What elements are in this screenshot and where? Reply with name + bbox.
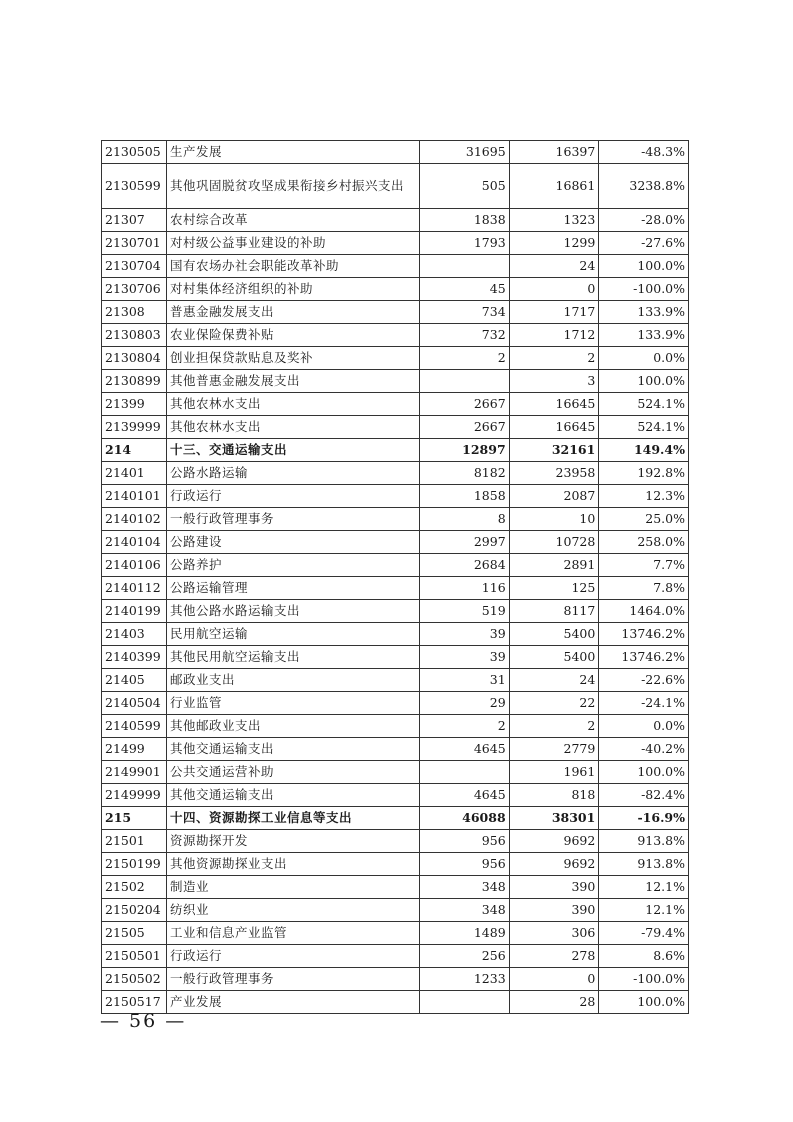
cell-prev-value: 256 [420,945,510,968]
cell-change-pct: 1464.0% [599,600,689,623]
cell-curr-value: 24 [509,669,599,692]
cell-name: 一般行政管理事务 [167,508,420,531]
cell-code: 2130804 [102,347,167,370]
cell-change-pct: 13746.2% [599,646,689,669]
cell-change-pct: -79.4% [599,922,689,945]
cell-change-pct: 100.0% [599,255,689,278]
cell-code: 21399 [102,393,167,416]
cell-prev-value: 116 [420,577,510,600]
cell-curr-value: 1299 [509,232,599,255]
cell-curr-value: 0 [509,278,599,301]
cell-code: 21403 [102,623,167,646]
cell-name: 其他农林水支出 [167,416,420,439]
cell-prev-value: 12897 [420,439,510,462]
table-row [102,853,689,876]
cell-prev-value: 1793 [420,232,510,255]
table-row [102,164,689,209]
cell-curr-value: 5400 [509,646,599,669]
cell-code: 2130706 [102,278,167,301]
table-row [102,370,689,393]
cell-code: 2140504 [102,692,167,715]
cell-change-pct: 133.9% [599,301,689,324]
cell-name: 十三、交通运输支出 [167,439,420,462]
cell-name: 其他交通运输支出 [167,738,420,761]
cell-change-pct: -100.0% [599,278,689,301]
cell-name: 其他邮政业支出 [167,715,420,738]
cell-prev-value: 31 [420,669,510,692]
cell-code: 2150502 [102,968,167,991]
cell-prev-value: 4645 [420,738,510,761]
table-row [102,416,689,439]
cell-change-pct: 12.1% [599,899,689,922]
cell-change-pct: -82.4% [599,784,689,807]
cell-prev-value: 8182 [420,462,510,485]
cell-change-pct: 12.3% [599,485,689,508]
table-row [102,669,689,692]
cell-change-pct: -16.9% [599,807,689,830]
cell-curr-value: 1717 [509,301,599,324]
cell-code: 2140101 [102,485,167,508]
table-row [102,141,689,164]
cell-change-pct: 100.0% [599,761,689,784]
cell-change-pct: -100.0% [599,968,689,991]
cell-code: 2130505 [102,141,167,164]
cell-prev-value: 956 [420,853,510,876]
cell-code: 2140199 [102,600,167,623]
cell-change-pct: -48.3% [599,141,689,164]
cell-prev-value: 1233 [420,968,510,991]
cell-curr-value: 390 [509,876,599,899]
cell-name: 工业和信息产业监管 [167,922,420,945]
cell-name: 公路运输管理 [167,577,420,600]
cell-name: 民用航空运输 [167,623,420,646]
cell-curr-value: 23958 [509,462,599,485]
cell-name: 其他公路水路运输支出 [167,600,420,623]
cell-prev-value: 8 [420,508,510,531]
table-row [102,324,689,347]
cell-prev-value: 519 [420,600,510,623]
cell-code: 2139999 [102,416,167,439]
cell-name: 创业担保贷款贴息及奖补 [167,347,420,370]
cell-change-pct: 524.1% [599,416,689,439]
cell-code: 21501 [102,830,167,853]
cell-prev-value: 1838 [420,209,510,232]
cell-prev-value: 732 [420,324,510,347]
cell-curr-value: 5400 [509,623,599,646]
table-row [102,347,689,370]
cell-code: 2149901 [102,761,167,784]
cell-curr-value: 8117 [509,600,599,623]
cell-code: 21502 [102,876,167,899]
cell-prev-value [420,991,510,1014]
table-row [102,991,689,1014]
cell-change-pct: 12.1% [599,876,689,899]
cell-change-pct: 7.8% [599,577,689,600]
table-row [102,600,689,623]
cell-code: 21405 [102,669,167,692]
table-row [102,899,689,922]
cell-name: 对村级公益事业建设的补助 [167,232,420,255]
cell-prev-value: 45 [420,278,510,301]
cell-curr-value: 28 [509,991,599,1014]
cell-curr-value: 9692 [509,830,599,853]
table-row [102,209,689,232]
cell-name: 十四、资源勘探工业信息等支出 [167,807,420,830]
cell-curr-value: 9692 [509,853,599,876]
cell-curr-value: 16861 [509,164,599,209]
cell-change-pct: 133.9% [599,324,689,347]
cell-curr-value: 16645 [509,416,599,439]
cell-name: 对村集体经济组织的补助 [167,278,420,301]
table-row [102,784,689,807]
cell-change-pct: 524.1% [599,393,689,416]
table-row [102,439,689,462]
cell-change-pct: 149.4% [599,439,689,462]
cell-prev-value: 2684 [420,554,510,577]
cell-name: 行政运行 [167,945,420,968]
table-row [102,393,689,416]
cell-change-pct: -27.6% [599,232,689,255]
cell-name: 公路建设 [167,531,420,554]
cell-name: 其他普惠金融发展支出 [167,370,420,393]
cell-name: 公路养护 [167,554,420,577]
cell-prev-value: 1489 [420,922,510,945]
table-row [102,692,689,715]
cell-name: 公共交通运营补助 [167,761,420,784]
budget-table [101,140,689,1014]
cell-code: 2140112 [102,577,167,600]
cell-change-pct: 13746.2% [599,623,689,646]
cell-name: 国有农场办社会职能改革补助 [167,255,420,278]
cell-prev-value: 348 [420,876,510,899]
table-body [102,141,689,1014]
cell-prev-value: 2997 [420,531,510,554]
cell-change-pct: 913.8% [599,853,689,876]
cell-name: 生产发展 [167,141,420,164]
cell-change-pct: 258.0% [599,531,689,554]
table-row [102,807,689,830]
cell-change-pct: 913.8% [599,830,689,853]
cell-prev-value: 4645 [420,784,510,807]
cell-curr-value: 0 [509,968,599,991]
cell-name: 行政运行 [167,485,420,508]
cell-curr-value: 24 [509,255,599,278]
cell-prev-value: 2667 [420,393,510,416]
cell-name: 其他巩固脱贫攻坚成果衔接乡村振兴支出 [167,164,420,209]
cell-name: 其他资源勘探业支出 [167,853,420,876]
table-row [102,738,689,761]
cell-prev-value [420,255,510,278]
cell-name: 产业发展 [167,991,420,1014]
cell-name: 纺织业 [167,899,420,922]
cell-prev-value: 2 [420,347,510,370]
cell-code: 2140399 [102,646,167,669]
cell-code: 2130899 [102,370,167,393]
table-row [102,577,689,600]
cell-prev-value: 734 [420,301,510,324]
cell-name: 其他民用航空运输支出 [167,646,420,669]
cell-prev-value: 956 [420,830,510,853]
cell-change-pct: 25.0% [599,508,689,531]
cell-curr-value: 1961 [509,761,599,784]
cell-code: 21401 [102,462,167,485]
table-row [102,761,689,784]
cell-change-pct: 8.6% [599,945,689,968]
table-row [102,232,689,255]
table-row [102,876,689,899]
table-row [102,922,689,945]
cell-name: 一般行政管理事务 [167,968,420,991]
table-row [102,485,689,508]
cell-curr-value: 1712 [509,324,599,347]
cell-change-pct: -40.2% [599,738,689,761]
table-row [102,531,689,554]
cell-name: 其他交通运输支出 [167,784,420,807]
cell-code: 2130803 [102,324,167,347]
cell-prev-value: 29 [420,692,510,715]
cell-change-pct: -28.0% [599,209,689,232]
cell-prev-value [420,761,510,784]
cell-curr-value: 306 [509,922,599,945]
cell-curr-value: 16397 [509,141,599,164]
cell-code: 2130599 [102,164,167,209]
cell-prev-value: 2667 [420,416,510,439]
cell-code: 2150199 [102,853,167,876]
cell-code: 21307 [102,209,167,232]
cell-code: 2130701 [102,232,167,255]
cell-code: 2140104 [102,531,167,554]
cell-curr-value: 2 [509,347,599,370]
page-number: — 56 — [100,1010,187,1032]
cell-name: 制造业 [167,876,420,899]
cell-change-pct: 0.0% [599,347,689,370]
cell-prev-value: 39 [420,646,510,669]
cell-curr-value: 10 [509,508,599,531]
cell-code: 214 [102,439,167,462]
table-row [102,554,689,577]
cell-curr-value: 16645 [509,393,599,416]
table-row [102,278,689,301]
cell-code: 21499 [102,738,167,761]
cell-curr-value: 2779 [509,738,599,761]
cell-name: 农业保险保费补贴 [167,324,420,347]
cell-code: 2150517 [102,991,167,1014]
table-row [102,255,689,278]
cell-code: 215 [102,807,167,830]
cell-change-pct: 100.0% [599,991,689,1014]
cell-name: 公路水路运输 [167,462,420,485]
table-row [102,646,689,669]
cell-curr-value: 3 [509,370,599,393]
cell-curr-value: 2 [509,715,599,738]
cell-change-pct: -22.6% [599,669,689,692]
cell-curr-value: 818 [509,784,599,807]
table-row [102,462,689,485]
cell-code: 2140599 [102,715,167,738]
cell-curr-value: 390 [509,899,599,922]
cell-name: 普惠金融发展支出 [167,301,420,324]
cell-prev-value: 505 [420,164,510,209]
cell-curr-value: 32161 [509,439,599,462]
cell-curr-value: 38301 [509,807,599,830]
cell-name: 邮政业支出 [167,669,420,692]
cell-change-pct: 7.7% [599,554,689,577]
table-row [102,715,689,738]
cell-prev-value [420,370,510,393]
cell-code: 2140106 [102,554,167,577]
cell-code: 21308 [102,301,167,324]
cell-curr-value: 278 [509,945,599,968]
cell-change-pct: 3238.8% [599,164,689,209]
cell-curr-value: 2087 [509,485,599,508]
cell-curr-value: 10728 [509,531,599,554]
cell-code: 21505 [102,922,167,945]
cell-curr-value: 22 [509,692,599,715]
cell-change-pct: 0.0% [599,715,689,738]
cell-change-pct: -24.1% [599,692,689,715]
cell-code: 2149999 [102,784,167,807]
cell-prev-value: 1858 [420,485,510,508]
table-row [102,301,689,324]
cell-name: 行业监管 [167,692,420,715]
table-row [102,508,689,531]
cell-code: 2150204 [102,899,167,922]
cell-curr-value: 2891 [509,554,599,577]
cell-curr-value: 125 [509,577,599,600]
cell-prev-value: 348 [420,899,510,922]
cell-prev-value: 46088 [420,807,510,830]
table-row [102,968,689,991]
cell-code: 2150501 [102,945,167,968]
cell-name: 其他农林水支出 [167,393,420,416]
table-row [102,623,689,646]
cell-prev-value: 2 [420,715,510,738]
table-row [102,830,689,853]
cell-name: 农村综合改革 [167,209,420,232]
cell-code: 2130704 [102,255,167,278]
cell-change-pct: 100.0% [599,370,689,393]
cell-change-pct: 192.8% [599,462,689,485]
cell-prev-value: 39 [420,623,510,646]
table-row [102,945,689,968]
cell-curr-value: 1323 [509,209,599,232]
cell-prev-value: 31695 [420,141,510,164]
cell-code: 2140102 [102,508,167,531]
cell-name: 资源勘探开发 [167,830,420,853]
